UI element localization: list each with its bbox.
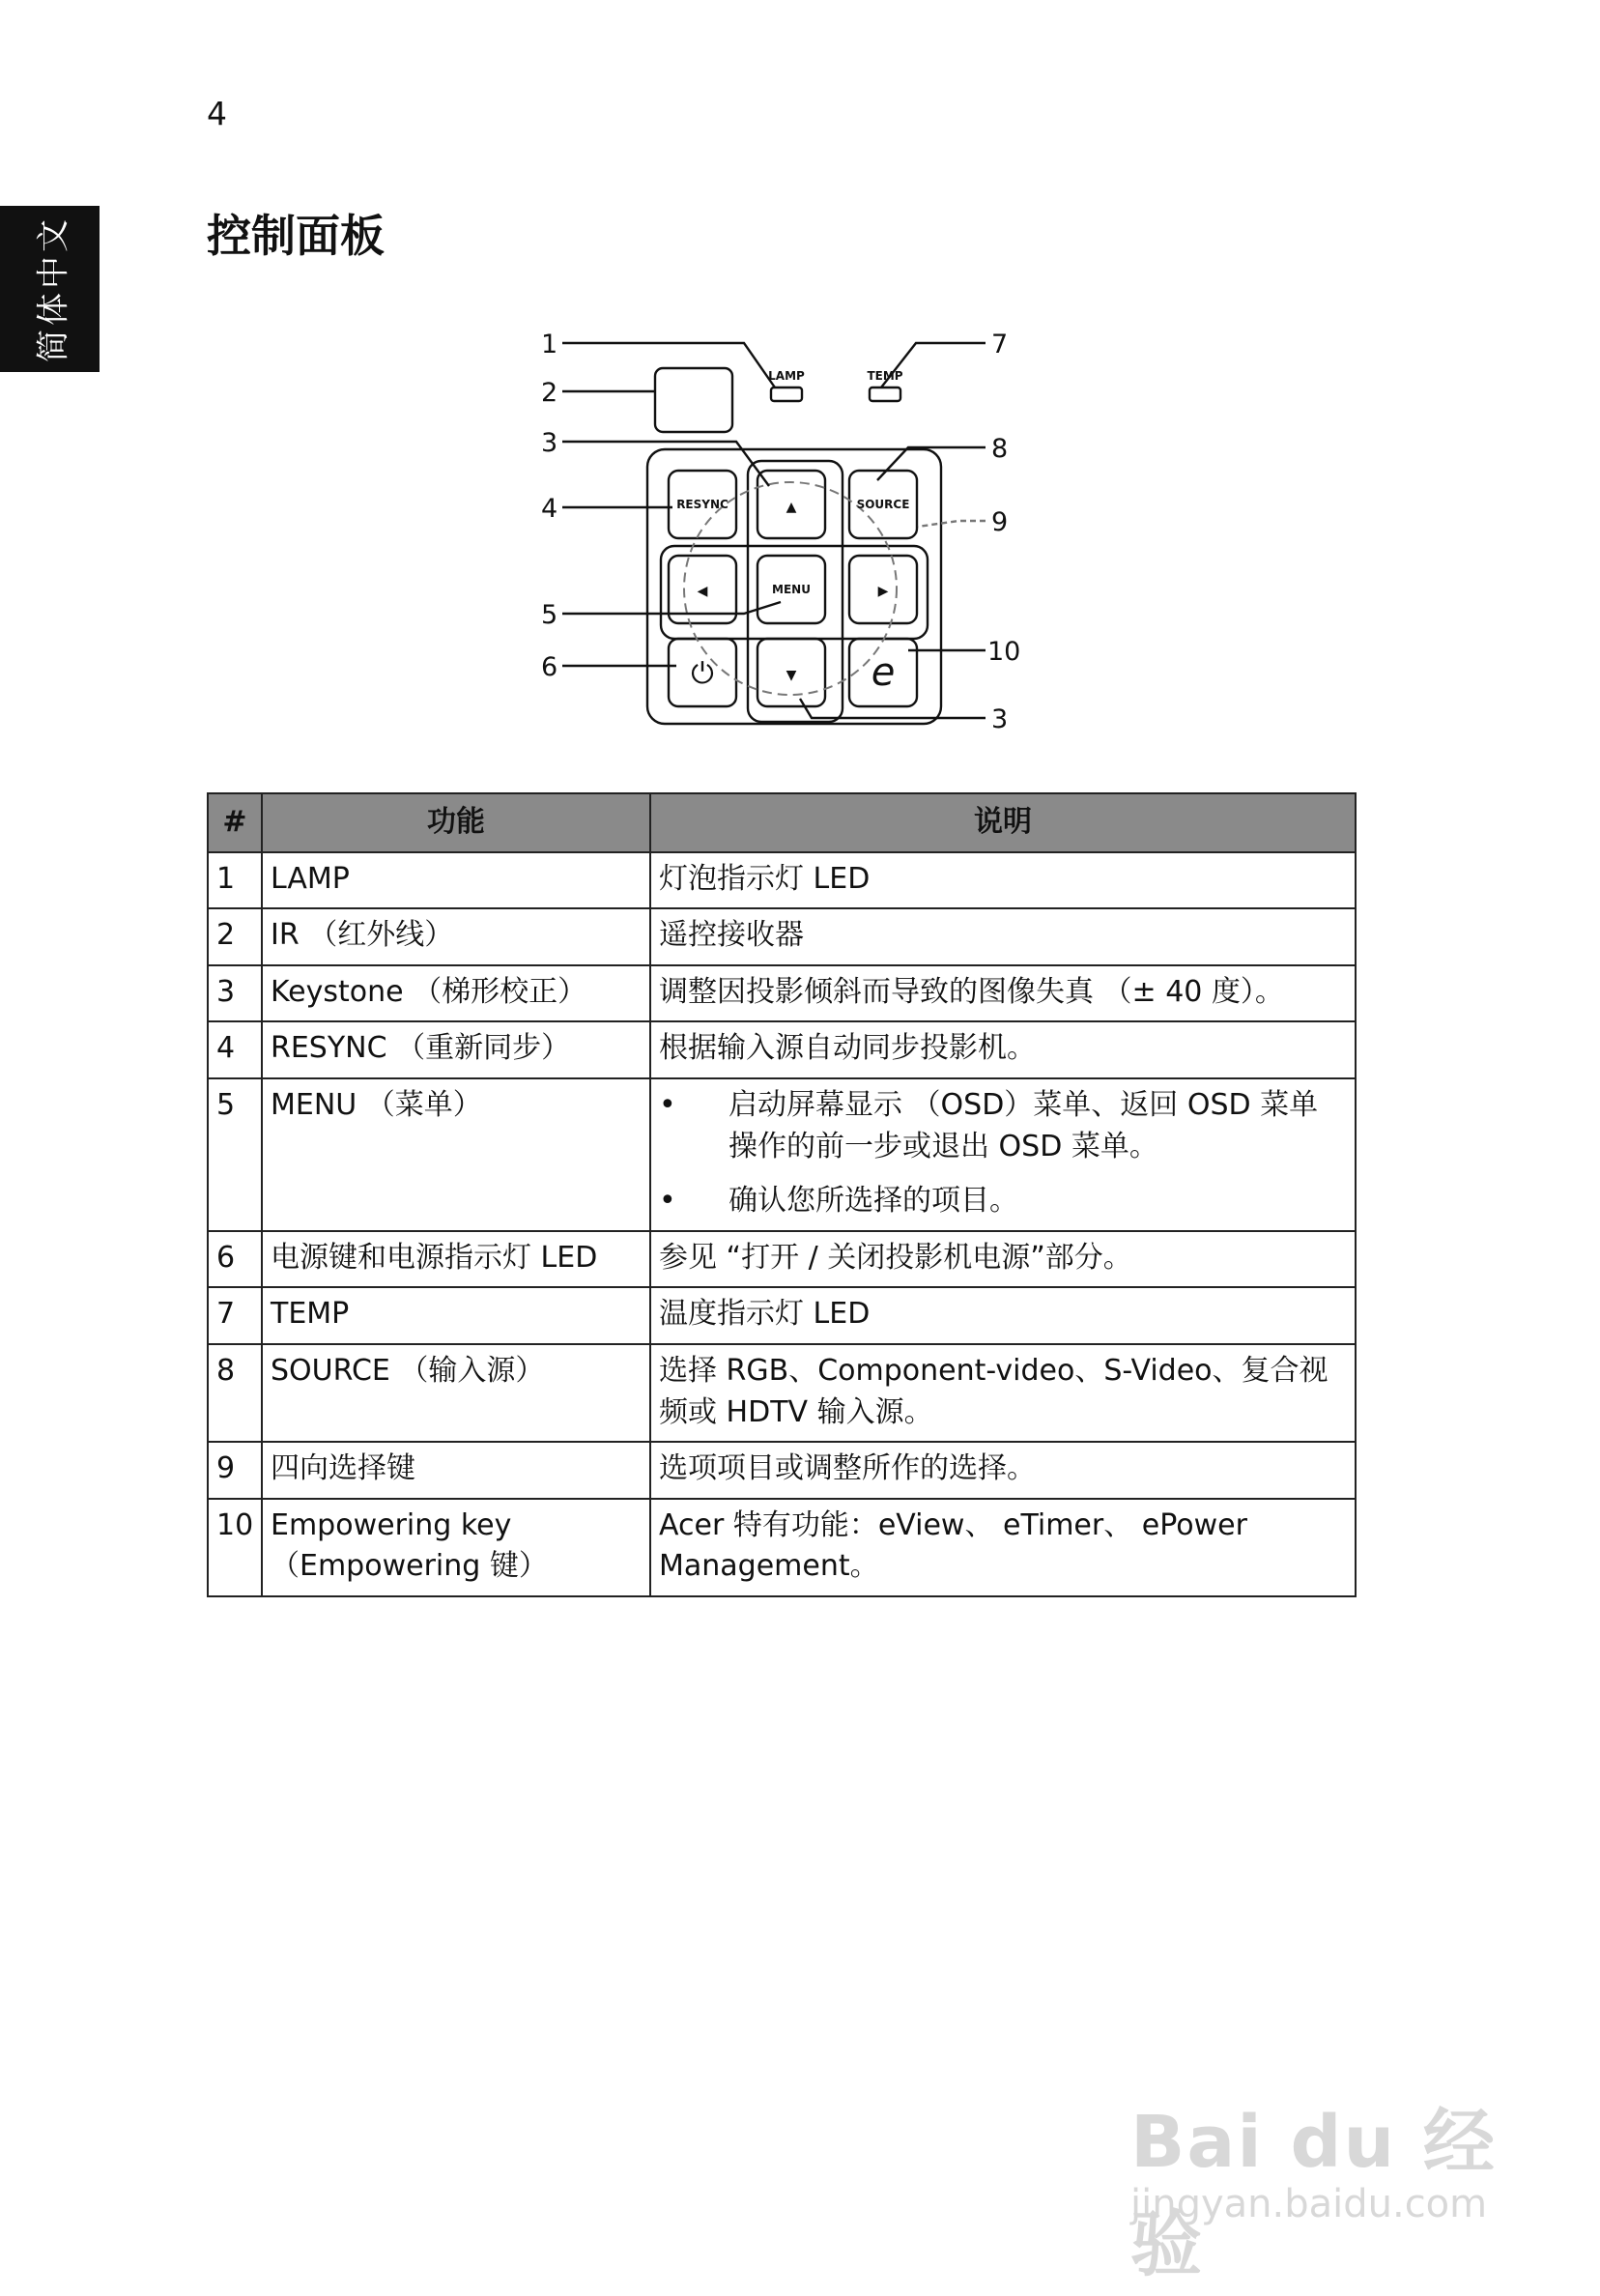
up-arrow-icon: ▲ xyxy=(786,500,797,515)
resync-label: RESYNC xyxy=(676,498,729,511)
page-title: 控制面板 xyxy=(207,210,385,262)
row-function: 电源键和电源指示灯 LED xyxy=(262,1231,650,1288)
callout-7: 7 xyxy=(991,330,1009,359)
bullet-dot: • xyxy=(659,1087,676,1122)
callout-3: 3 xyxy=(541,428,558,458)
left-arrow-icon: ◀ xyxy=(697,584,708,599)
row-number: 6 xyxy=(208,1231,262,1288)
row-function: SOURCE （输入源） xyxy=(262,1344,650,1442)
callout-1: 1 xyxy=(541,330,558,359)
header-function: 功能 xyxy=(262,793,650,852)
header-description: 说明 xyxy=(650,793,1356,852)
row-function: TEMP xyxy=(262,1287,650,1344)
baidu-jingyan-watermark xyxy=(1121,2041,1527,2286)
menu-label: MENU xyxy=(772,583,811,596)
table-row xyxy=(208,852,1356,909)
bullet-item xyxy=(659,1181,1347,1222)
row-description: Acer 特有功能：eView、 eTimer、 ePower Management。 xyxy=(650,1499,1356,1596)
lamp-indicator xyxy=(771,387,802,401)
bullet-text: 确认您所选择的项目。 xyxy=(729,1184,1018,1219)
row-function: IR （红外线） xyxy=(262,908,650,965)
callout-9: 9 xyxy=(991,507,1009,537)
row-number: 9 xyxy=(208,1442,262,1499)
row-number: 3 xyxy=(208,965,262,1022)
row-description: 选择 RGB、Component-video、S-Video、复合视频或 HDTV 输入源。 xyxy=(650,1344,1356,1442)
table-row xyxy=(208,1287,1356,1344)
row-function-line: （Empowering 键） xyxy=(271,1549,548,1584)
row-function-line: Empowering key xyxy=(271,1507,512,1542)
lamp-label: LAMP xyxy=(768,369,805,383)
row-description: 灯泡指示灯 LED xyxy=(650,852,1356,909)
row-number: 5 xyxy=(208,1078,262,1231)
callout-8: 8 xyxy=(991,434,1009,464)
row-description: 选项项目或调整所作的选择。 xyxy=(650,1442,1356,1499)
watermark-logo: Bai du 经验 xyxy=(1130,2101,1497,2286)
row-number: 2 xyxy=(208,908,262,965)
row-function xyxy=(262,1499,650,1596)
temp-indicator xyxy=(870,387,900,401)
row-description: 温度指示灯 LED xyxy=(650,1287,1356,1344)
table-row xyxy=(208,1442,1356,1499)
callout-5: 5 xyxy=(541,600,558,630)
row-number: 8 xyxy=(208,1344,262,1442)
power-icon: ⏻ xyxy=(691,657,714,691)
page-number: 4 xyxy=(207,95,227,132)
row-number: 7 xyxy=(208,1287,262,1344)
table-row xyxy=(208,1344,1356,1442)
language-tab xyxy=(0,206,100,372)
empowering-e-icon: e xyxy=(871,650,896,695)
right-arrow-icon: ▶ xyxy=(877,584,889,599)
bullet-item xyxy=(659,1085,1347,1167)
row-description xyxy=(650,1078,1356,1231)
watermark-url: jingyan.baidu.com xyxy=(1130,2182,1488,2226)
row-function: RESYNC （重新同步） xyxy=(262,1021,650,1078)
source-label: SOURCE xyxy=(856,498,910,511)
table-header-row xyxy=(208,793,1356,852)
table-row xyxy=(208,1499,1356,1596)
row-function: MENU （菜单） xyxy=(262,1078,650,1231)
header-number: # xyxy=(208,793,262,852)
callout-3-bottom: 3 xyxy=(991,704,1009,734)
bullet-dot: • xyxy=(659,1184,676,1219)
row-number: 10 xyxy=(208,1499,262,1596)
table-row xyxy=(208,1231,1356,1288)
bullet-text: 启动屏幕显示 （OSD）菜单、返回 OSD 菜单操作的前一步或退出 OSD 菜单。 xyxy=(729,1087,1319,1163)
row-function: Keystone （梯形校正） xyxy=(262,965,650,1022)
control-panel-diagram xyxy=(512,314,1053,739)
row-description: 根据输入源自动同步投影机。 xyxy=(650,1021,1356,1078)
row-number: 1 xyxy=(208,852,262,909)
function-table xyxy=(207,792,1357,1597)
table-row xyxy=(208,908,1356,965)
row-description: 遥控接收器 xyxy=(650,908,1356,965)
table-row xyxy=(208,965,1356,1022)
row-function: 四向选择键 xyxy=(262,1442,650,1499)
row-function: LAMP xyxy=(262,852,650,909)
callout-2: 2 xyxy=(541,378,558,408)
table-row xyxy=(208,1078,1356,1231)
row-description: 参见 “打开 / 关闭投影机电源”部分。 xyxy=(650,1231,1356,1288)
callout-6: 6 xyxy=(541,652,558,682)
row-description: 调整因投影倾斜而导致的图像失真 （± 40 度）。 xyxy=(650,965,1356,1022)
language-tab-label: 简体中文 xyxy=(34,215,73,362)
table-row xyxy=(208,1021,1356,1078)
row-number: 4 xyxy=(208,1021,262,1078)
ir-receiver xyxy=(655,368,732,432)
callout-10: 10 xyxy=(987,637,1021,667)
temp-label: TEMP xyxy=(867,369,903,383)
callout-4: 4 xyxy=(541,494,558,524)
down-arrow-icon: ▼ xyxy=(786,668,797,683)
